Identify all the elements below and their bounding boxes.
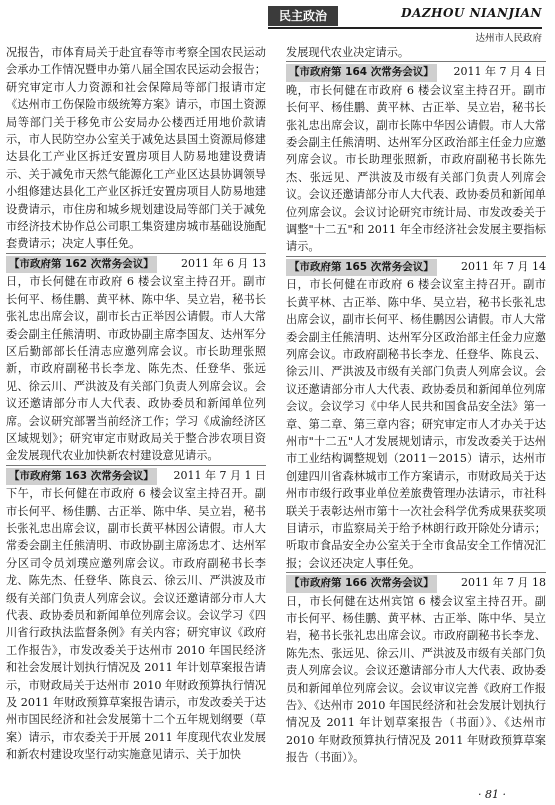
page-number: · 81 · <box>478 788 506 801</box>
section-tab: 民主政治 <box>268 6 338 26</box>
header-subtitle: 达州市人民政府 <box>475 33 542 44</box>
header-rule <box>268 27 542 29</box>
page-header <box>0 0 555 44</box>
meeting-date: 2011 年 7 月 14 <box>461 259 546 273</box>
left-column <box>6 44 266 789</box>
right-column <box>286 44 546 789</box>
paragraph: 日，市长何健在市政府 6 楼会议室主持召开。副市长何平、杨佳鹏、黄平林、陈中华、吴立岩，秘书长张礼忠出席会议，副市长古正举因公请假。市人大常委会副主任熊清明、市政协副主席李国友、达州军分区后勤部部长任清志应邀列席会议。市长助理张照新，市政府副秘书长李龙、陈先杰、任登华、张远见、徐云川、严洪波及有关部门负责人列席会议。会议还邀请部分市人大代表、政协委员和新闻单位列席。会议研究部署当前经济工作；学习《成渝经济区区域规划》；研究审定市财政局关于整合涉农项目资金发展现代农业加快新农村建设意见请示。 <box>6 275 266 463</box>
meeting-heading <box>286 572 546 592</box>
paragraph: 况报告，市体育局关于赴宜春等市考察全国农民运动会承办工作情况暨申办第八届全国农民运动会报告；研究审定市人力资源和社会保障局等部门报请市定《达州市工伤保险市级统筹方案》请示，市国土资源局等部门关于移免市公安局办公楼西迁用地价款请示，市人民防空办公室关于减免达县国土资源局修建达县化工产业区拆迁安置房项目人防易地建设费请示、关于减免市天然气能源化工产业区达县协调领导小组修建达县化工产业区拆迁安置房项目人防易地建设费请示，市住房和城乡规划建设局等部门关于减免市经济技术协作总公司职工集资建房城市基础设施配套费请示；决定人事任免。 <box>6 46 266 251</box>
meeting-date: 2011 年 6 月 13 <box>181 256 266 270</box>
meeting-heading <box>286 61 546 81</box>
meeting-date: 2011 年 7 月 18 <box>461 576 546 590</box>
paragraph: 下午，市长何健在市政府 6 楼会议室主持召开。副市长何平、杨佳鹏、古正举、陈中华、吴立岩，秘书长张礼忠出席会议，副市长黄平林因公请假。市人大常委会副主任熊清明、市政协副主席汤忠才、达州军分区司令员刘璞应邀列席会议。市政府副秘书长李龙、陈先杰、任登华、陈良云、徐云川、严洪波及市级有关部门负责人列席会议。会议还邀请部分市人大代表、政协委员和新闻单位列席会议。会议学习《四川省行政执法监督条例》有关内容；研究审议《政府工作报告》，市发改委关于达州市 2010 年国民经济和社会发展计划执行情况及 2011 年计划草案报告请示，市财政局关于达州市 2010 年财政预算执行情况及 2011 年财政预算草案报告请示，市发改委关于达州市国民经济和社会发展第十二个五年规划纲要（草案）请示，市农委关于开展 2011 年度现代农业发展和新农村建设攻坚行动实施意见请示、关于加快 <box>6 487 266 762</box>
meeting-title: 【市政府第 163 次常务会议】 <box>6 468 157 485</box>
paragraph: 日，市长何健在市政府 6 楼会议室主持召开。副市长黄平林、古正举、陈中华、吴立岩，秘书长张礼忠出席会议，副市长何平、杨佳鹏因公请假。市人大常委会副主任熊清明、达州军分区政治部主任金力应邀列席会议。市政府副秘书长李龙、任登华、陈良云、徐云川、严洪波及市级有关部门负责人列席会议。会议还邀请部分市人大代表、政协委员和新闻单位列席会议。会议学习《中华人民共和国食品安全法》第一章、第二章、第三章内容；研究审定市人才办关于达州市"十二五"人才发展规划请示，市发改委关于达州市工业结构调整规划（2011－2015）请示，达州市创建四川省森林城市工作方案请示，市财政局关于达州市市级行政事业单位差旅费管理办法请示，市社科联关于表彰达州市第十一次社会科学优秀成果获奖项目请示，市监察局关于给予林朗行政开除处分请示；听取市食品安全办公室关于全市食品安全工作情况汇报；会议还决定人事任免。 <box>286 278 546 570</box>
meeting-title: 【市政府第 166 次常务会议】 <box>286 575 437 592</box>
meeting-heading <box>286 256 546 276</box>
paragraph: 晚，市长何健在市政府 6 楼会议室主持召开。副市长何平、杨佳鹏、黄平林、古正举、吴立岩，秘书长张礼忠出席会议，副市长陈中华因公请假。市人大常委会副主任熊清明、达州军分区政治部主任金力应邀列席会议。市长助理张照新，市政府副秘书长陈先杰、张远见、严洪波及市级有关部门负责人列席会议。会议还邀请部分市人大代表、政协委员和新闻单位列席会议。会议讨论研究市统计局、市发改委关于调整"十二五"和 2011 年全市经济社会发展主要指标请示。 <box>286 83 546 254</box>
journal-name: DAZHOU NIANJIAN <box>401 6 542 20</box>
paragraph: 日，市长何健在达州宾馆 6 楼会议室主持召开。副市长何平、杨佳鹏、黄平林、古正举、陈中华、吴立岩，秘书长张礼忠出席会议。市政府副秘书长李龙、陈先杰、张远见、徐云川、严洪波及市级有关部门负责人列席会议。会议还邀请部分市人大代表、政协委员和新闻单位列席会议。会议审议完善《政府工作报告》、《达州市 2010 年国民经济和社会发展计划执行情况及 2011 年计划草案报告（书面）》、《达州市 2010 年财政预算执行情况及 2011 年财政预算草案报告（书面）》。 <box>286 594 546 765</box>
meeting-title: 【市政府第 164 次常务会议】 <box>286 64 437 81</box>
meeting-date: 2011 年 7 月 4 日 <box>453 65 546 79</box>
meeting-heading <box>6 465 266 485</box>
meeting-title: 【市政府第 162 次常务会议】 <box>6 256 157 273</box>
meeting-heading <box>6 253 266 273</box>
meeting-title: 【市政府第 165 次常务会议】 <box>286 259 437 276</box>
meeting-date: 2011 年 7 月 1 日 <box>173 468 266 482</box>
paragraph: 发展现代农业决定请示。 <box>286 46 410 59</box>
